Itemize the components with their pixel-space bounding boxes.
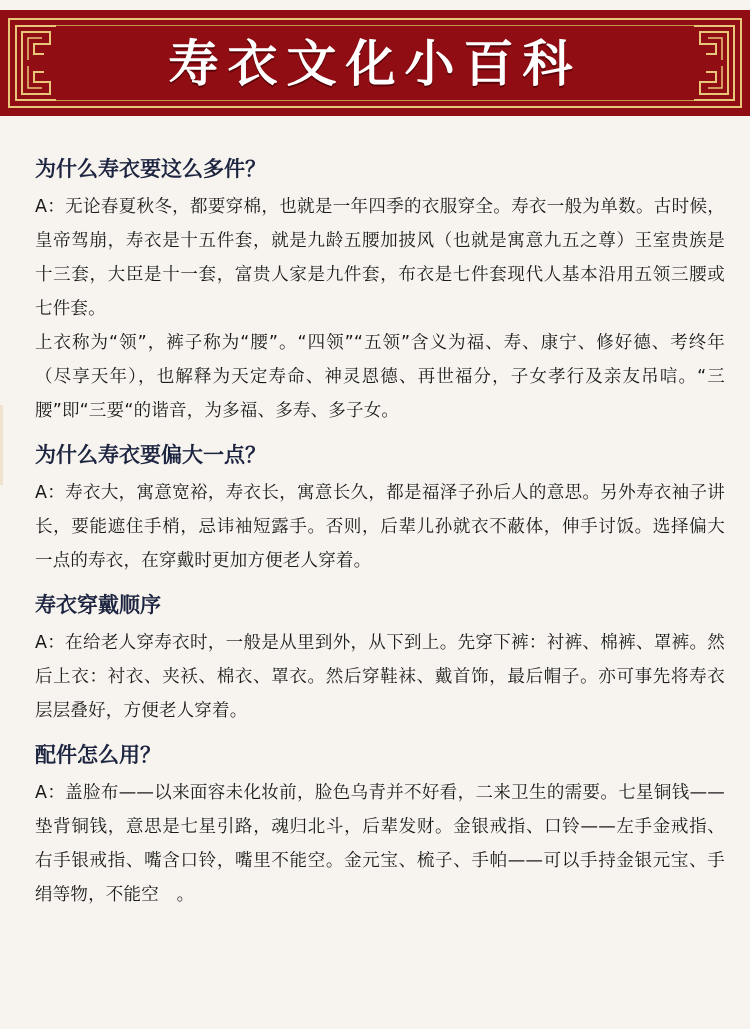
section-dressing-order <box>35 590 725 728</box>
section-heading: 寿衣穿戴顺序 <box>35 593 161 617</box>
answer-paragraph: A：盖脸布——以来面容未化妆前，脸色乌青并不好看，二来卫生的需要。七星铜钱——垫背铜钱，意思是七星引路，魂归北斗，后辈发财。金银戒指、口铃——左手金戒指、右手银戒指、嘴含口铃，嘴里不能空。金元宝、梳子、手帕——可以手持金银元宝、手绢等物，不能空 。 <box>35 783 725 905</box>
article-body <box>35 142 725 912</box>
section-accessories <box>35 740 725 912</box>
section-heading: 配件怎么用？ <box>35 743 161 767</box>
answer-paragraph: A：寿衣大，寓意宽裕，寿衣长，寓意长久，都是福泽子孙后人的意思。另外寿衣袖子讲长，要能遮住手梢，忌讳袖短露手。否则，后辈儿孙就衣不蔽体，伸手讨饭。选择偏大一点的寿衣，在穿戴时更加方便老人穿着。 <box>35 483 725 571</box>
section-heading: 为什么寿衣要这么多件？ <box>35 157 266 181</box>
answer-paragraph: 上衣称为“领”，裤子称为“腰”。“四领”“五领”含义为福、寿、康宁、修好德、考终年（尽享天年），也解释为天定寿命、神灵恩德、再世福分，子女孝行及亲友吊唁。“三腰”即“三要“的谐音，为多福、多寿、多子女。 <box>35 333 725 421</box>
section-heading: 为什么寿衣要偏大一点？ <box>35 443 266 467</box>
page-title: 寿衣文化小百科 <box>168 34 582 93</box>
title-banner <box>0 10 750 116</box>
section-larger-size <box>35 440 725 578</box>
answer-paragraph: A：在给老人穿寿衣时，一般是从里到外，从下到上。先穿下裤：衬裤、棉裤、罩裤。然后上衣：衬衣、夹袄、棉衣、罩衣。然后穿鞋袜、戴首饰，最后帽子。亦可事先将寿衣层层叠好，方便老人穿着。 <box>35 633 725 721</box>
answer-paragraph: A：无论春夏秋冬，都要穿棉，也就是一年四季的衣服穿全。寿衣一般为单数。古时候，皇帝驾崩，寿衣是十五件套，就是九龄五腰加披风（也就是寓意九五之尊）王室贵族是十三套，大臣是十一套，富贵人家是九件套，布衣是七件套现代人基本沿用五领三腰或七件套。 <box>35 197 725 319</box>
section-many-pieces <box>35 154 725 428</box>
decorative-edge <box>0 405 3 485</box>
